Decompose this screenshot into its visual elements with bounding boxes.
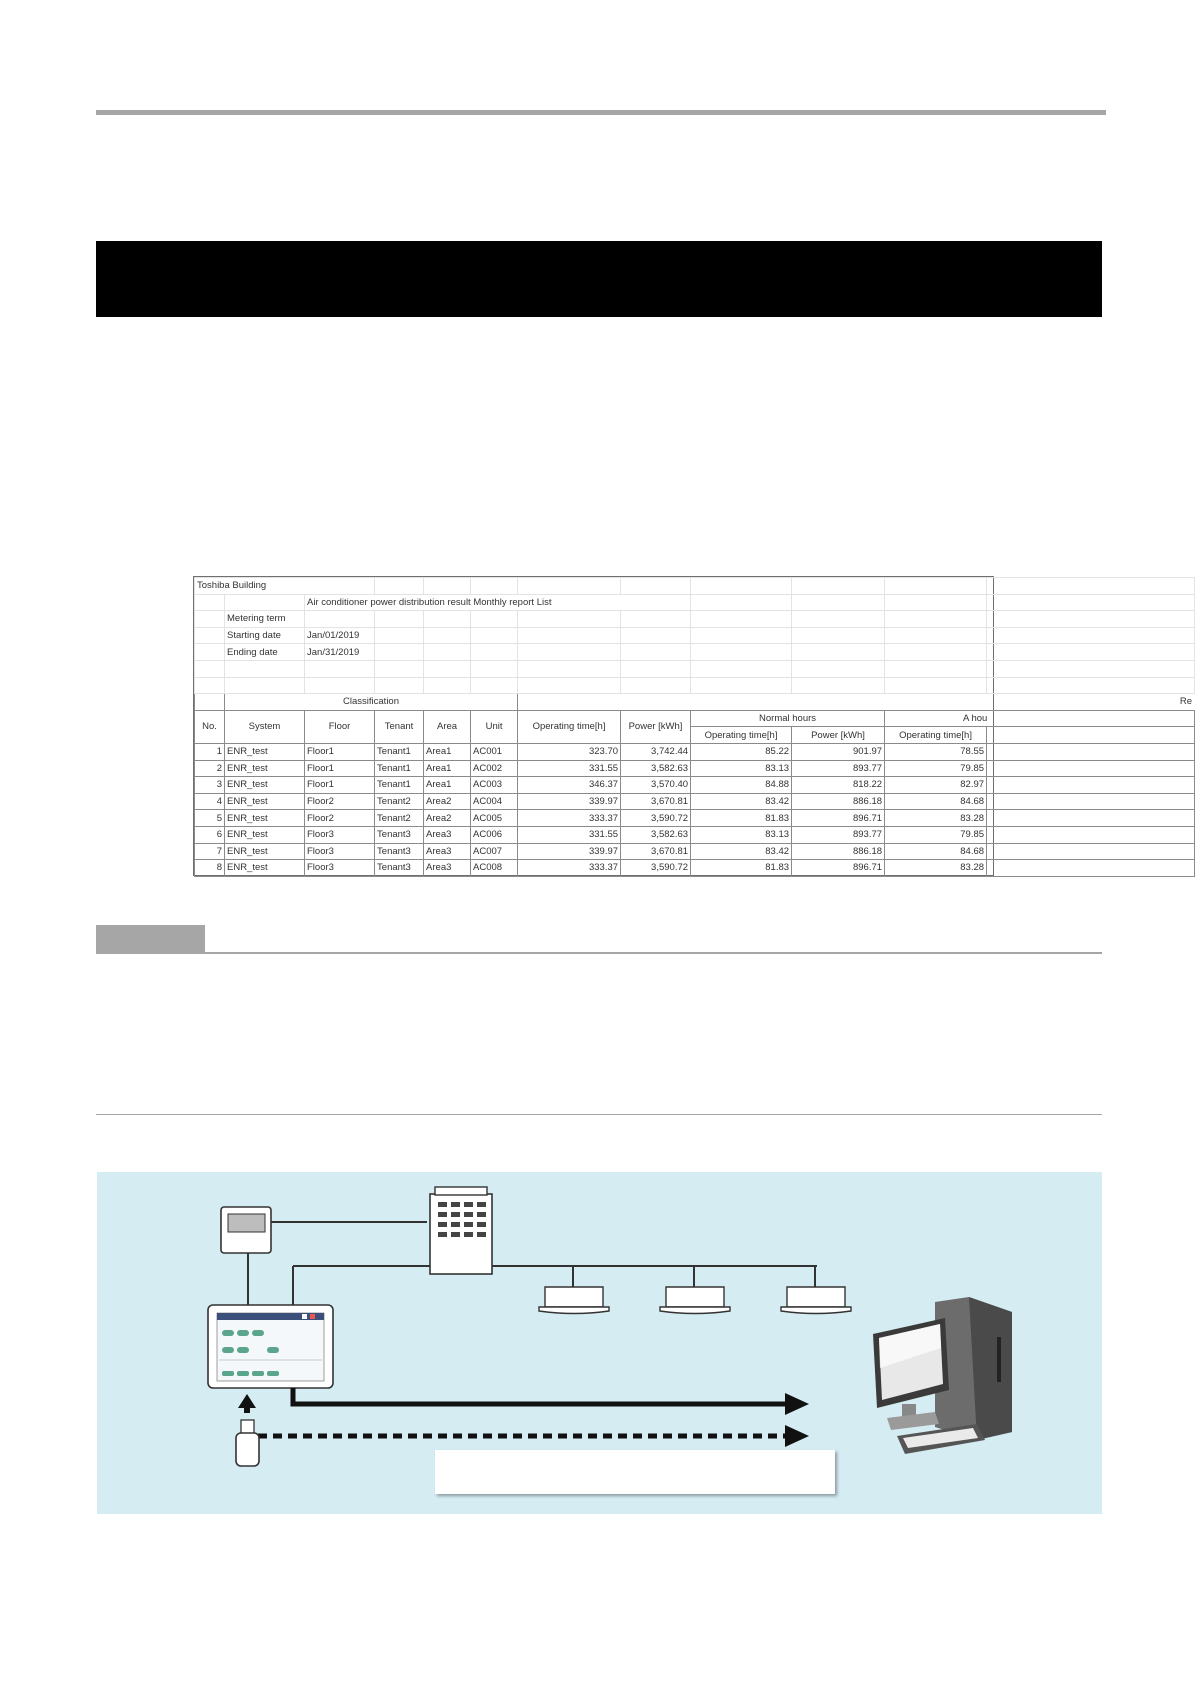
cell-power: 3,570.40 — [621, 777, 691, 794]
result-header-partial: Re — [518, 694, 1195, 711]
indoor-unit-icon — [539, 1287, 609, 1314]
cell-n-power: 893.77 — [792, 826, 885, 843]
cell-overflow — [987, 826, 1195, 843]
cell-area: Area1 — [424, 743, 471, 760]
starting-date-label: Starting date — [225, 627, 305, 644]
cell-overflow — [987, 777, 1195, 794]
col-system: System — [225, 710, 305, 743]
cell-area: Area3 — [424, 843, 471, 860]
cell-op-time: 331.55 — [518, 826, 621, 843]
cell-overflow — [987, 743, 1195, 760]
cell-n-op-time: 83.13 — [691, 760, 792, 777]
touch-screen-controller-icon — [208, 1305, 333, 1388]
starting-date-value: Jan/01/2019 — [305, 627, 375, 644]
cell-op-time: 331.55 — [518, 760, 621, 777]
section-tab — [96, 925, 205, 952]
cell-floor: Floor2 — [305, 810, 375, 827]
cell-op-time: 346.37 — [518, 777, 621, 794]
cell-n-op-time: 83.42 — [691, 793, 792, 810]
cell-floor: Floor1 — [305, 777, 375, 794]
cell-unit: AC002 — [471, 760, 518, 777]
cell-op-time: 333.37 — [518, 810, 621, 827]
cell-n-power: 896.71 — [792, 810, 885, 827]
col-tenant: Tenant — [375, 710, 424, 743]
cell-system: ENR_test — [225, 743, 305, 760]
normal-hours-header: Normal hours — [691, 710, 885, 727]
cell-a-op-time: 83.28 — [885, 810, 987, 827]
ending-date-value: Jan/31/2019 — [305, 644, 375, 661]
section-banner — [96, 241, 1102, 317]
cell-area: Area2 — [424, 810, 471, 827]
col-area: Area — [424, 710, 471, 743]
cell-system: ENR_test — [225, 777, 305, 794]
usb-transfer-arrow — [258, 1425, 809, 1447]
table-row — [195, 826, 1195, 843]
cell-tenant: Tenant1 — [375, 760, 424, 777]
cell-floor: Floor2 — [305, 793, 375, 810]
col-power: Power [kWh] — [621, 710, 691, 743]
table-row — [195, 760, 1195, 777]
cell-unit: AC005 — [471, 810, 518, 827]
cell-tenant: Tenant3 — [375, 860, 424, 877]
table-row — [195, 793, 1195, 810]
indoor-unit-icon — [781, 1287, 851, 1314]
cell-n-power: 886.18 — [792, 793, 885, 810]
cell-overflow — [987, 760, 1195, 777]
building-name: Toshiba Building — [195, 578, 375, 595]
cell-unit: AC008 — [471, 860, 518, 877]
cell-overflow — [987, 843, 1195, 860]
cell-a-op-time: 78.55 — [885, 743, 987, 760]
col-floor: Floor — [305, 710, 375, 743]
cell-no: 6 — [195, 826, 225, 843]
cell-area: Area3 — [424, 860, 471, 877]
cell-tenant: Tenant2 — [375, 793, 424, 810]
caption-box — [435, 1450, 835, 1494]
cell-no: 1 — [195, 743, 225, 760]
cell-power: 3,590.72 — [621, 810, 691, 827]
classification-header: Classification — [225, 694, 518, 711]
cell-floor: Floor1 — [305, 743, 375, 760]
col-normal-power: Power [kWh] — [792, 727, 885, 744]
cell-n-op-time: 85.22 — [691, 743, 792, 760]
cell-tenant: Tenant2 — [375, 810, 424, 827]
cell-a-op-time: 84.68 — [885, 793, 987, 810]
table-row — [195, 843, 1195, 860]
personal-computer-icon — [873, 1297, 1012, 1454]
cell-a-op-time: 84.68 — [885, 843, 987, 860]
cell-unit: AC007 — [471, 843, 518, 860]
cell-op-time: 339.97 — [518, 843, 621, 860]
cell-a-op-time: 79.85 — [885, 760, 987, 777]
table-row — [195, 810, 1195, 827]
cell-tenant: Tenant1 — [375, 743, 424, 760]
cell-a-op-time: 79.85 — [885, 826, 987, 843]
cell-system: ENR_test — [225, 810, 305, 827]
col-normal-operating-time: Operating time[h] — [691, 727, 792, 744]
cell-no: 3 — [195, 777, 225, 794]
cell-power: 3,590.72 — [621, 860, 691, 877]
cell-system: ENR_test — [225, 843, 305, 860]
cell-tenant: Tenant3 — [375, 843, 424, 860]
cell-unit: AC001 — [471, 743, 518, 760]
cell-a-op-time: 82.97 — [885, 777, 987, 794]
cell-unit: AC004 — [471, 793, 518, 810]
cell-tenant: Tenant1 — [375, 777, 424, 794]
cell-power: 3,670.81 — [621, 843, 691, 860]
cell-floor: Floor3 — [305, 860, 375, 877]
cell-area: Area2 — [424, 793, 471, 810]
table-row — [195, 860, 1195, 877]
metering-term-label: Metering term — [225, 611, 305, 628]
indoor-unit-icon — [660, 1287, 730, 1314]
cell-n-power: 886.18 — [792, 843, 885, 860]
cell-no: 2 — [195, 760, 225, 777]
output-arrow — [293, 1388, 809, 1415]
cell-floor: Floor1 — [305, 760, 375, 777]
cell-no: 7 — [195, 843, 225, 860]
cell-power: 3,582.63 — [621, 760, 691, 777]
col-operating-time: Operating time[h] — [518, 710, 621, 743]
cell-area: Area1 — [424, 760, 471, 777]
cell-n-op-time: 81.83 — [691, 810, 792, 827]
cell-system: ENR_test — [225, 826, 305, 843]
cell-no: 5 — [195, 810, 225, 827]
building-icon — [430, 1187, 492, 1274]
report-title: Air conditioner power distribution result Monthly report List — [305, 594, 691, 611]
cell-a-op-time: 83.28 — [885, 860, 987, 877]
cell-unit: AC006 — [471, 826, 518, 843]
col-a-operating-time: Operating time[h] — [885, 727, 987, 744]
cell-area: Area1 — [424, 777, 471, 794]
cell-floor: Floor3 — [305, 826, 375, 843]
cell-system: ENR_test — [225, 860, 305, 877]
table-row — [195, 777, 1195, 794]
cell-no: 4 — [195, 793, 225, 810]
col-unit: Unit — [471, 710, 518, 743]
cell-system: ENR_test — [225, 793, 305, 810]
ending-date-label: Ending date — [225, 644, 305, 661]
cell-n-power: 901.97 — [792, 743, 885, 760]
cell-op-time: 333.37 — [518, 860, 621, 877]
col-no: No. — [195, 710, 225, 743]
usb-memory-icon — [236, 1420, 259, 1466]
cell-area: Area3 — [424, 826, 471, 843]
cell-overflow — [987, 860, 1195, 877]
divider — [96, 1114, 1102, 1115]
section-rule — [96, 952, 1102, 954]
cell-n-power: 893.77 — [792, 760, 885, 777]
cell-n-op-time: 83.13 — [691, 826, 792, 843]
cell-unit: AC003 — [471, 777, 518, 794]
cell-n-op-time: 83.42 — [691, 843, 792, 860]
system-diagram — [97, 1172, 1102, 1514]
table-row — [195, 743, 1195, 760]
cell-op-time: 339.97 — [518, 793, 621, 810]
cell-floor: Floor3 — [305, 843, 375, 860]
monthly-report-spreadsheet — [193, 576, 1193, 876]
cell-system: ENR_test — [225, 760, 305, 777]
cell-overflow — [987, 793, 1195, 810]
cell-n-op-time: 81.83 — [691, 860, 792, 877]
top-rule — [96, 110, 1106, 115]
cell-no: 8 — [195, 860, 225, 877]
cell-power: 3,670.81 — [621, 793, 691, 810]
cell-power: 3,582.63 — [621, 826, 691, 843]
remote-controller-icon — [221, 1207, 271, 1253]
cell-n-power: 818.22 — [792, 777, 885, 794]
cell-overflow — [987, 810, 1195, 827]
cell-n-op-time: 84.88 — [691, 777, 792, 794]
cell-n-power: 896.71 — [792, 860, 885, 877]
cell-tenant: Tenant3 — [375, 826, 424, 843]
cell-op-time: 323.70 — [518, 743, 621, 760]
a-hours-header-partial: A hou — [885, 710, 1195, 727]
cell-power: 3,742.44 — [621, 743, 691, 760]
up-arrow — [238, 1394, 256, 1413]
